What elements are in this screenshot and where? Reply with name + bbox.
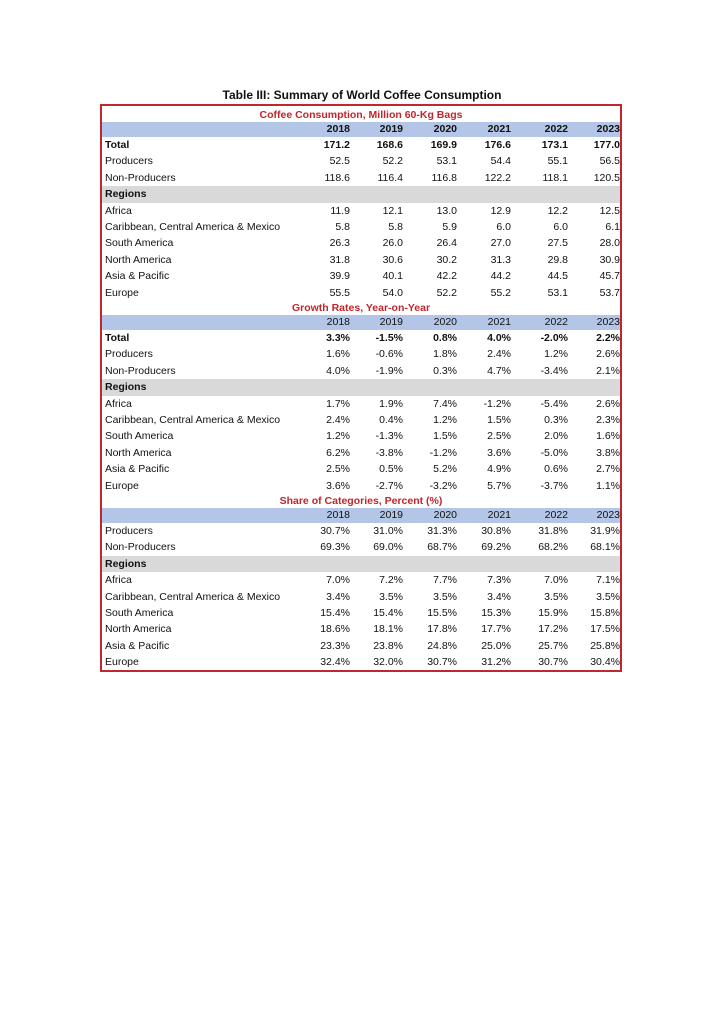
cell-value: 42.2 [436, 270, 457, 283]
cell-value: 31.8% [538, 525, 568, 537]
cell-value: 4.7% [487, 364, 511, 377]
cell-value: 31.2% [481, 656, 511, 669]
cell-value: 118.6 [324, 171, 350, 184]
cell-value: 168.6 [376, 139, 403, 151]
cell-value: 24.8% [427, 639, 457, 652]
row-label: Caribbean, Central America & Mexico [105, 413, 281, 426]
cell-value: -5.4% [540, 397, 568, 410]
cell-value: 23.3% [320, 639, 350, 652]
cell-value: 1.2% [544, 348, 568, 361]
cell-value: 15.8% [590, 606, 620, 619]
cell-value: 17.2% [538, 623, 568, 636]
section-heading: Share of Categories, Percent (%) [279, 495, 443, 507]
cell-value: 6.1 [605, 220, 620, 233]
cell-value: 30.4% [590, 656, 620, 669]
section-heading: Growth Rates, Year-on-Year [291, 302, 431, 314]
region-row [102, 638, 620, 654]
region-row [102, 285, 620, 301]
cell-value: 52.2 [382, 155, 403, 168]
cell-value: -1.3% [375, 430, 403, 443]
cell-value: 3.5% [379, 590, 403, 603]
cell-value: 7.1% [596, 574, 620, 587]
region-row [102, 572, 620, 588]
year-header: 2019 [379, 509, 403, 521]
row-label: South America [105, 430, 174, 443]
regions-label: Regions [105, 188, 147, 201]
cell-value: 3.3% [326, 332, 350, 344]
region-row [102, 219, 620, 235]
cell-value: 6.0 [553, 220, 568, 233]
cell-value: 69.2% [481, 541, 511, 554]
cell-value: 68.1% [590, 541, 620, 554]
cell-value: 6.0 [496, 220, 511, 233]
row-label: Producers [105, 155, 153, 168]
cell-value: 15.4% [373, 606, 403, 619]
cell-value: 26.0 [382, 237, 403, 250]
cell-value: -3.2% [429, 479, 457, 492]
cell-value: 27.0 [490, 237, 511, 250]
cell-value: 69.3% [320, 541, 350, 554]
year-header: 2022 [544, 316, 568, 328]
cell-value: 1.6% [326, 348, 350, 361]
row-label: Producers [105, 525, 153, 537]
cell-value: 17.7% [481, 623, 511, 636]
cell-value: 3.4% [487, 590, 511, 603]
cell-value: 54.4 [490, 155, 511, 168]
row-label: Africa [105, 204, 132, 217]
region-row [102, 654, 620, 670]
cell-value: 1.9% [379, 397, 403, 410]
cell-value: 23.8% [373, 639, 403, 652]
cell-value: 55.1 [547, 155, 568, 168]
cell-value: 1.2% [433, 413, 457, 426]
cell-value: 30.8% [481, 525, 511, 537]
year-header: 2023 [596, 509, 620, 521]
cell-value: 1.1% [596, 479, 620, 492]
cell-value: 1.5% [487, 413, 511, 426]
table-row [102, 137, 620, 153]
cell-value: 1.8% [433, 348, 457, 361]
year-header: 2018 [326, 509, 350, 521]
regions-header-row [102, 556, 620, 572]
cell-value: 18.1% [373, 623, 403, 636]
cell-value: 2.1% [596, 364, 620, 377]
cell-value: 52.5 [329, 155, 350, 168]
cell-value: 56.5 [599, 155, 620, 168]
cell-value: 12.1 [382, 204, 403, 217]
cell-value: -1.9% [375, 364, 403, 377]
year-header: 2020 [433, 123, 457, 135]
section-heading: Coffee Consumption, Million 60-Kg Bags [259, 109, 463, 121]
row-label: Non-Producers [105, 171, 176, 184]
cell-value: 1.6% [596, 430, 620, 443]
cell-value: -2.0% [540, 332, 568, 344]
year-header-row [102, 315, 620, 330]
region-row [102, 428, 620, 444]
cell-value: 31.0% [373, 525, 403, 537]
region-row [102, 268, 620, 284]
cell-value: 5.2% [433, 463, 457, 476]
cell-value: -3.7% [540, 479, 568, 492]
coffee-consumption-table [100, 104, 622, 672]
cell-value: 18.6% [320, 623, 350, 636]
row-label: Asia & Pacific [105, 639, 170, 652]
region-row [102, 478, 620, 494]
region-row [102, 412, 620, 428]
cell-value: 25.0% [481, 639, 511, 652]
cell-value: 3.5% [596, 590, 620, 603]
cell-value: 4.9% [487, 463, 511, 476]
cell-value: 12.2 [547, 204, 568, 217]
cell-value: -0.6% [375, 348, 403, 361]
cell-value: 29.8 [547, 253, 568, 266]
cell-value: 0.3% [433, 364, 457, 377]
cell-value: 3.5% [433, 590, 457, 603]
row-label: Africa [105, 574, 132, 587]
row-label: Total [105, 139, 130, 151]
table-row [102, 330, 620, 346]
cell-value: 31.9% [590, 525, 620, 537]
table-row [102, 363, 620, 379]
cell-value: 52.2 [436, 286, 457, 299]
cell-value: 3.4% [326, 590, 350, 603]
row-label: Caribbean, Central America & Mexico [105, 220, 281, 233]
regions-label: Regions [105, 381, 147, 394]
cell-value: 30.2 [436, 253, 457, 266]
year-header: 2021 [487, 123, 511, 135]
cell-value: 32.0% [373, 656, 403, 669]
table-section [102, 301, 620, 494]
cell-value: 30.7% [538, 656, 568, 669]
cell-value: 2.5% [326, 463, 350, 476]
cell-value: 25.8% [590, 639, 620, 652]
cell-value: 2.3% [596, 413, 620, 426]
table-row [102, 153, 620, 169]
year-header: 2020 [433, 509, 457, 521]
year-header: 2021 [487, 316, 511, 328]
cell-value: 3.5% [544, 590, 568, 603]
cell-value: 13.0 [436, 204, 457, 217]
cell-value: 120.5 [593, 171, 620, 184]
year-header-row [102, 508, 620, 523]
year-header: 2021 [487, 509, 511, 521]
cell-value: 4.0% [487, 332, 511, 344]
cell-value: 171.2 [323, 139, 350, 151]
cell-value: 5.9 [442, 220, 457, 233]
row-label: Non-Producers [105, 364, 176, 377]
region-row [102, 203, 620, 219]
table-row [102, 170, 620, 186]
region-row [102, 621, 620, 637]
table-row [102, 346, 620, 362]
cell-value: 55.2 [490, 286, 511, 299]
cell-value: 2.4% [487, 348, 511, 361]
cell-value: -2.7% [375, 479, 403, 492]
row-label: Total [105, 332, 130, 344]
region-row [102, 445, 620, 461]
region-row [102, 396, 620, 412]
regions-label: Regions [105, 557, 147, 570]
table-section [102, 108, 620, 301]
cell-value: 15.9% [538, 606, 568, 619]
cell-value: 45.7 [599, 270, 620, 283]
region-row [102, 252, 620, 268]
year-header: 2022 [544, 123, 568, 135]
cell-value: 32.4% [320, 656, 350, 669]
cell-value: 27.5 [547, 237, 568, 250]
cell-value: 7.7% [433, 574, 457, 587]
year-header: 2018 [326, 123, 350, 135]
cell-value: 2.7% [596, 463, 620, 476]
row-label: Europe [105, 286, 139, 299]
row-label: South America [105, 237, 174, 250]
cell-value: 7.0% [544, 574, 568, 587]
cell-value: 0.6% [544, 463, 568, 476]
cell-value: 68.7% [427, 541, 457, 554]
cell-value: 177.0 [593, 139, 620, 151]
cell-value: 55.5 [329, 286, 350, 299]
cell-value: 2.0% [544, 430, 568, 443]
cell-value: 31.3 [490, 253, 511, 266]
cell-value: 12.9 [490, 204, 511, 217]
cell-value: 30.6 [382, 253, 403, 266]
cell-value: 7.0% [326, 574, 350, 587]
cell-value: 25.7% [538, 639, 568, 652]
cell-value: 68.2% [538, 541, 568, 554]
year-header: 2023 [596, 316, 620, 328]
cell-value: 3.6% [326, 479, 350, 492]
cell-value: 44.2 [490, 270, 511, 283]
regions-header-row [102, 379, 620, 395]
row-label: North America [105, 253, 172, 266]
table-row [102, 539, 620, 555]
cell-value: 3.6% [487, 446, 511, 459]
cell-value: 1.7% [326, 397, 350, 410]
cell-value: 31.3% [427, 525, 457, 537]
cell-value: 17.5% [590, 623, 620, 636]
cell-value: 30.9 [599, 253, 620, 266]
year-header: 2020 [433, 316, 457, 328]
cell-value: 116.8 [431, 171, 457, 184]
cell-value: 30.7% [427, 656, 457, 669]
cell-value: -1.5% [375, 332, 403, 344]
cell-value: 3.8% [596, 446, 620, 459]
cell-value: 53.1 [436, 155, 457, 168]
cell-value: 122.2 [484, 171, 511, 184]
cell-value: -1.2% [429, 446, 457, 459]
row-label: Europe [105, 479, 139, 492]
row-label: Producers [105, 348, 153, 361]
year-header: 2019 [379, 316, 403, 328]
cell-value: 2.6% [596, 397, 620, 410]
cell-value: 53.7 [599, 286, 620, 299]
cell-value: 118.1 [542, 171, 568, 184]
cell-value: 6.2% [326, 446, 350, 459]
cell-value: 7.2% [379, 574, 403, 587]
cell-value: 31.8 [329, 253, 350, 266]
cell-value: -1.2% [483, 397, 511, 410]
year-header: 2023 [596, 123, 620, 135]
year-header: 2018 [326, 316, 350, 328]
cell-value: 15.3% [481, 606, 511, 619]
region-row [102, 589, 620, 605]
region-row [102, 235, 620, 251]
cell-value: 44.5 [547, 270, 568, 283]
cell-value: 54.0 [382, 286, 403, 299]
cell-value: 11.9 [330, 204, 350, 217]
region-row [102, 461, 620, 477]
cell-value: 5.7% [487, 479, 511, 492]
cell-value: 5.8 [388, 220, 403, 233]
cell-value: 26.3 [329, 237, 350, 250]
table-row [102, 523, 620, 539]
cell-value: 7.4% [433, 397, 457, 410]
cell-value: 53.1 [547, 286, 568, 299]
cell-value: 176.6 [484, 139, 511, 151]
cell-value: 0.3% [544, 413, 568, 426]
cell-value: 28.0 [599, 237, 620, 250]
cell-value: 2.2% [596, 332, 620, 344]
cell-value: 26.4 [436, 237, 457, 250]
row-label: Non-Producers [105, 541, 176, 554]
cell-value: 1.5% [433, 430, 457, 443]
cell-value: 2.4% [326, 413, 350, 426]
cell-value: -3.4% [540, 364, 568, 377]
cell-value: 15.5% [427, 606, 457, 619]
cell-value: 17.8% [427, 623, 457, 636]
cell-value: 30.7% [320, 525, 350, 537]
cell-value: 4.0% [326, 364, 350, 377]
cell-value: 7.3% [487, 574, 511, 587]
cell-value: 39.9 [329, 270, 350, 283]
row-label: Caribbean, Central America & Mexico [105, 590, 281, 603]
cell-value: 2.6% [596, 348, 620, 361]
row-label: Europe [105, 656, 139, 669]
year-header: 2019 [379, 123, 403, 135]
row-label: North America [105, 446, 172, 459]
table-section [102, 494, 620, 671]
regions-header-row [102, 186, 620, 202]
cell-value: 0.4% [379, 413, 403, 426]
cell-value: 173.1 [541, 139, 568, 151]
row-label: North America [105, 623, 172, 636]
cell-value: 69.0% [373, 541, 403, 554]
cell-value: 116.4 [377, 171, 403, 184]
row-label: South America [105, 606, 174, 619]
cell-value: 2.5% [487, 430, 511, 443]
cell-value: 0.8% [433, 332, 457, 344]
cell-value: -5.0% [540, 446, 568, 459]
cell-value: 15.4% [320, 606, 350, 619]
year-header-row [102, 122, 620, 137]
cell-value: 40.1 [382, 270, 403, 283]
cell-value: 12.5 [599, 204, 620, 217]
cell-value: 0.5% [379, 463, 403, 476]
cell-value: 1.2% [326, 430, 350, 443]
row-label: Asia & Pacific [105, 270, 170, 283]
row-label: Asia & Pacific [105, 463, 170, 476]
year-header: 2022 [544, 509, 568, 521]
region-row [102, 605, 620, 621]
cell-value: 169.9 [430, 139, 457, 151]
table-title: Table III: Summary of World Coffee Consumption [222, 88, 502, 102]
cell-value: -3.8% [375, 446, 403, 459]
row-label: Africa [105, 397, 132, 410]
cell-value: 5.8 [335, 220, 350, 233]
